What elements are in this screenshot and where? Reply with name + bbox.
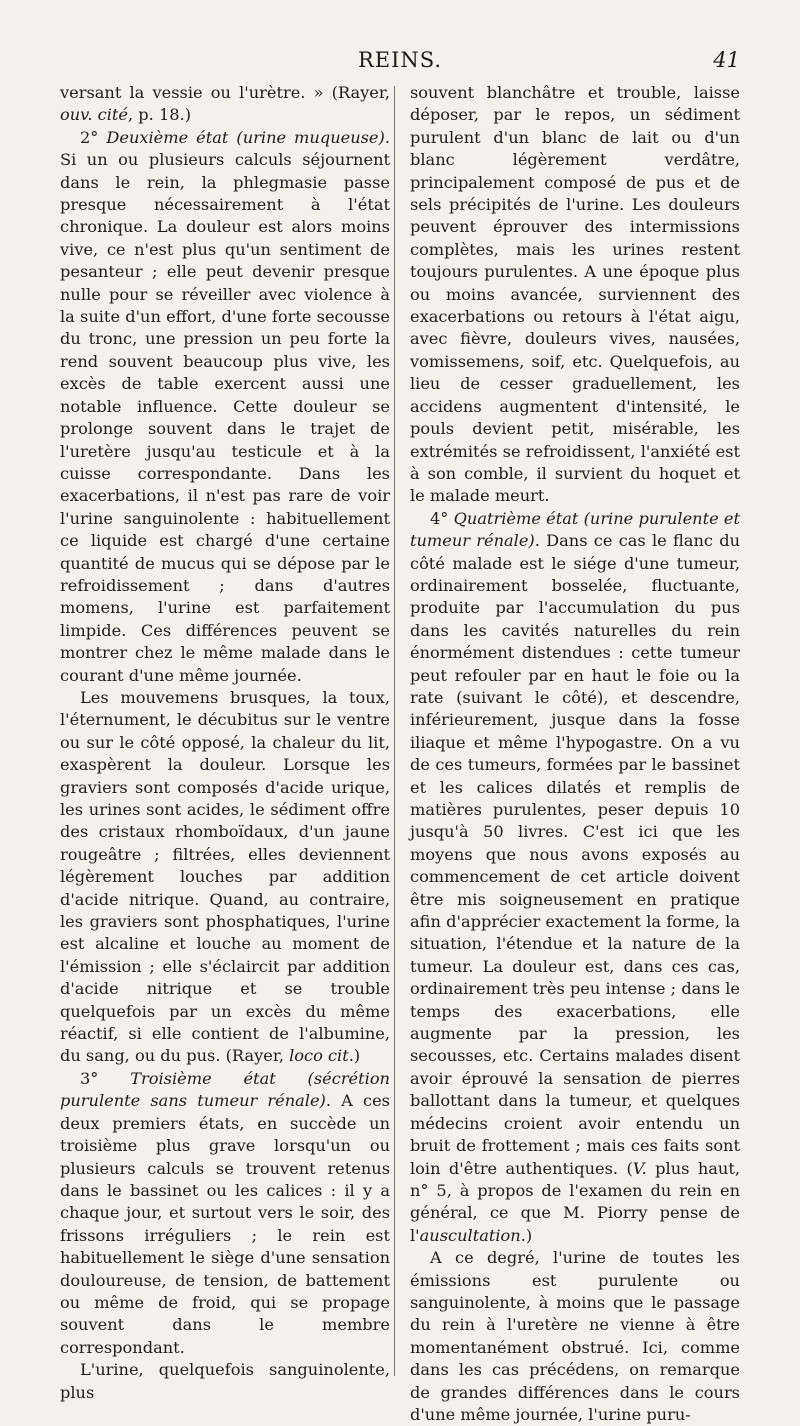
page-number: 41 xyxy=(713,48,740,72)
text-span: , p. 18.) xyxy=(128,105,192,125)
section-title: Quatrième état (urine purulente et tumeur rénale) xyxy=(410,508,740,551)
reference: V. xyxy=(632,1158,647,1178)
text-span: . Dans ce cas le flanc du côté malade est le siége d'une tumeur, ordinairement bosselée, fluctuante, produite par l'accumulation du pus dans les cavités naturelles du rein énormément distendues : cette tumeur peut refouler par en haut le foie ou la rate (suivant le côté), et descendre, inférieurement, jusque dans la fosse iliaque et même l'hypogastre. On a vu de ces tumeurs, formées par le bassinet et les calices dilatés et remplis de matières purulentes, peser depuis 10 jusqu'à 50 livres. C'est ici que les moyens que nous avons exposés au commencement de cet article doivent être mis soigneusement en pratique afin d'apprécier exactement la forme, la situation, l'étendue et la nature de la tumeur. La douleur est, dans ces cas, ordinairement très peu intense ; dans le temps des exacerbations, elle augmente par la pression, les secousses, etc. Certains malades disent avoir éprouvé la sensation de pierres ballottant dans la tumeur, et quelques médecins croient avoir entendu un bruit de frottement ; mais ces faits sont loin d'être authentiques. ( xyxy=(410,531,740,1178)
section-number: 2° xyxy=(80,127,107,147)
text-span: .) xyxy=(520,1225,533,1245)
paragraph-continuation xyxy=(60,82,390,127)
text-span: plus haut, n° 5, à propos de l'examen du rein en général, ce que M. Piorry pense de l' xyxy=(410,1158,740,1245)
paragraph-movements xyxy=(60,687,390,1068)
paragraph-fourth-state xyxy=(410,508,740,1247)
text-span: ) xyxy=(353,1046,361,1066)
section-number: 3° xyxy=(80,1068,131,1088)
paragraph-degree: A ce degré, l'urine de toutes les émissions est purulente ou sanguinolente, à moins que le passage du rein à l'uretère ne vienne à être momentanément obstrué. Ici, comme dans les cas précédens, on remarque de grandes différences dans le cours d'une même journée, l'urine puru- xyxy=(410,1248,740,1424)
text-span: . A ces deux premiers états, en succède un troisième plus grave lorsqu'un ou plusieurs calculs se trouvent retenus dans le bassinet ou les calices : il y a chaque jour, et surtout vers le soir, des frissons irréguliers ; le rein est habituellement le siège d'une sensation douloureuse, de tension, de battement ou même de froid, qui se propage souvent dans le membre correspondant. xyxy=(60,1091,390,1357)
page-header xyxy=(60,48,740,78)
citation: ouv. cité xyxy=(60,105,129,125)
text-span: versant la vessie ou l'urètre. » (Rayer, xyxy=(60,83,390,102)
column-divider xyxy=(394,86,395,1376)
left-column xyxy=(60,82,390,1404)
text-span: Les mouvemens brusques, la toux, l'éternument, le décubitus sur le ventre ou sur le côté opposé, la chaleur du lit, exaspèrent la douleur. Lorsque les graviers sont composés d'acide urique, les urines sont acides, le sédiment offre des cristaux rhomboïdaux, d'un jaune rougeâtre ; filtrées, elles deviennent légèrement louches par addition d'acide nitrique. Quand, au contraire, les graviers sont phosphatiques, l'urine est alcaline et louche au moment de l'émission ; elle s'éclaircit par addition d'acide nitrique et se trouble quelquefois par un excès du même réactif, si elle contient de l'albumine, du sang, ou du pus. (Rayer, xyxy=(60,687,390,1066)
section-number: 4° xyxy=(430,508,454,528)
citation: loco cit. xyxy=(289,1046,354,1066)
right-column xyxy=(410,82,740,1426)
text-span: . Si un ou plusieurs calculs séjournent dans le rein, la phlegmasie passe presque nécessairement à l'état chronique. La douleur est alors moins vive, ce n'est plus qu'un sentiment de pesanteur ; elle peut devenir presque nulle pour se réveiller avec violence à la suite d'un effort, d'une forte secousse du tronc, une pression un peu forte la rend souvent beaucoup plus vive, les excès de table exercent aussi une notable influence. Cette douleur se prolonge souvent dans le trajet de l'uretère jusqu'au testicule et à la cuisse correspondante. Dans les exacerbations, il n'est pas rare de voir l'urine sanguinolente : habituellement ce liquide est chargé d'une certaine quantité de mucus qui se dépose par le refroidissement ; dans d'autres momens, l'urine est parfaitement limpide. Ces différences peuvent se montrer chez le même malade dans le courant d'une même journée. xyxy=(60,127,390,685)
paragraph-urine: L'urine, quelquefois sanguinolente, plus xyxy=(60,1360,390,1402)
paragraph-second-state xyxy=(60,127,390,687)
paragraph-third-state xyxy=(60,1068,390,1359)
running-head: REINS. xyxy=(357,48,443,72)
section-title: Deuxième état (urine muqueuse) xyxy=(106,127,385,147)
paragraph-continuation: souvent blanchâtre et trouble, laisse déposer, par le repos, un sédiment purulent d'un blanc de lait ou d'un blanc légèrement verdâtre, principalement composé de pus et de sels précipités de l'urine. Les douleurs peuvent éprouver des intermissions complètes, mais les urines restent toujours purulentes. A une époque plus ou moins avancée, surviennent des exacerbations ou retours à l'état aigu, avec fièvre, douleurs vives, nausées, vomissemens, soif, etc. Quelquefois, au lieu de cesser graduellement, les accidens augmentent d'intensité, le pouls devient petit, misérable, les extrémités se refroidissent, l'anxiété est à son comble, il survient du hoquet et le malade meurt. xyxy=(410,83,740,506)
section-title: Troisième état (sécrétion purulente sans tumeur rénale) xyxy=(60,1068,390,1111)
reference: auscultation xyxy=(419,1225,521,1245)
